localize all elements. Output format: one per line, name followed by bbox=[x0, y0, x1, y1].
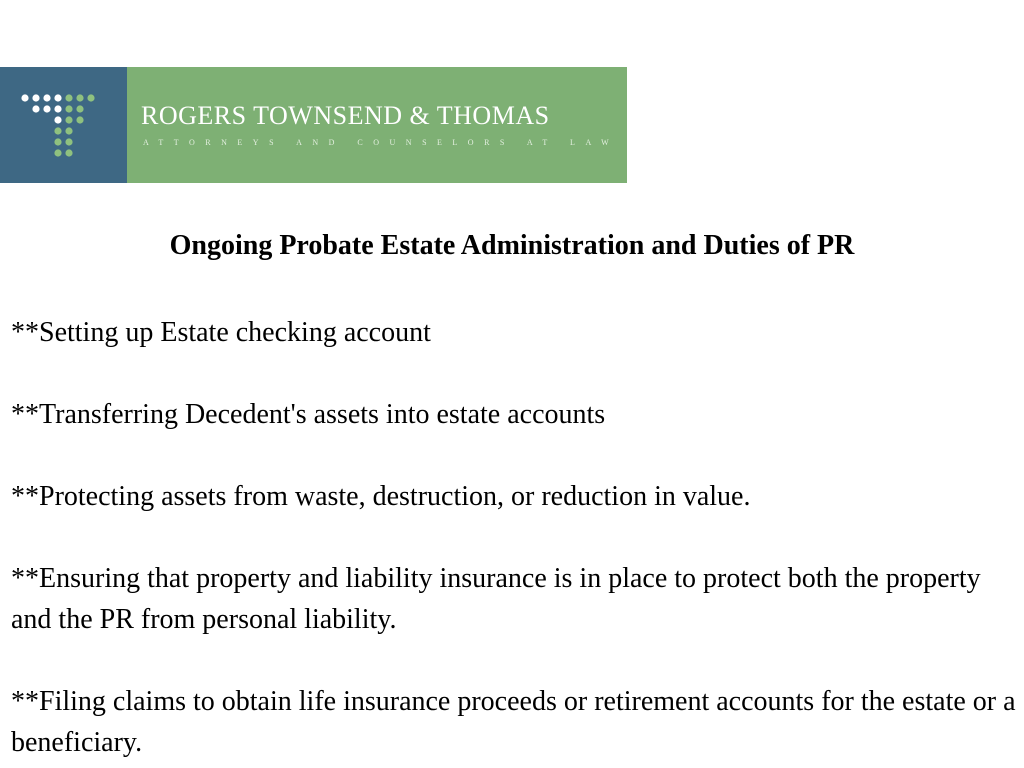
logo-dot bbox=[76, 105, 83, 112]
bullet-list bbox=[11, 312, 1016, 768]
logo-dot bbox=[65, 94, 72, 101]
logo-dot bbox=[43, 105, 50, 112]
logo-dot bbox=[65, 149, 72, 156]
bullet-item: **Setting up Estate checking account bbox=[11, 317, 431, 348]
logo-dot bbox=[65, 116, 72, 123]
logo-dot bbox=[76, 116, 83, 123]
logo-dot bbox=[65, 105, 72, 112]
bullet-item: **Ensuring that property and liability insurance is in place to protect both the property and the PR from personal liability. bbox=[11, 563, 981, 635]
logo-dot bbox=[54, 149, 61, 156]
logo-dot bbox=[65, 138, 72, 145]
logo-dot bbox=[54, 94, 61, 101]
logo-dot bbox=[43, 94, 50, 101]
firm-logo-banner bbox=[0, 67, 627, 183]
logo-dot bbox=[32, 105, 39, 112]
firm-tagline: ATTORNEYS AND COUNSELORS AT LAW bbox=[143, 138, 620, 147]
bullet-item: **Transferring Decedent's assets into estate accounts bbox=[11, 399, 606, 430]
logo-dot bbox=[54, 105, 61, 112]
logo-dot bbox=[87, 94, 94, 101]
firm-name: ROGERS TOWNSEND & THOMAS bbox=[141, 101, 550, 130]
firm-logo-mark bbox=[0, 67, 127, 183]
firm-name-panel bbox=[127, 67, 627, 183]
logo-dot bbox=[21, 94, 28, 101]
slide-title: Ongoing Probate Estate Administration and Duties of PR bbox=[169, 230, 855, 261]
logo-dot bbox=[76, 94, 83, 101]
logo-dot bbox=[54, 116, 61, 123]
bullet-item: **Filing claims to obtain life insurance proceeds or retirement accounts for the estate or a beneficiary. bbox=[11, 686, 1016, 758]
logo-dot bbox=[32, 94, 39, 101]
dot-grid-t-icon bbox=[0, 67, 127, 183]
logo-dot bbox=[54, 127, 61, 134]
bullet-item: **Protecting assets from waste, destruction, or reduction in value. bbox=[11, 481, 751, 512]
logo-dot bbox=[54, 138, 61, 145]
logo-dot bbox=[65, 127, 72, 134]
